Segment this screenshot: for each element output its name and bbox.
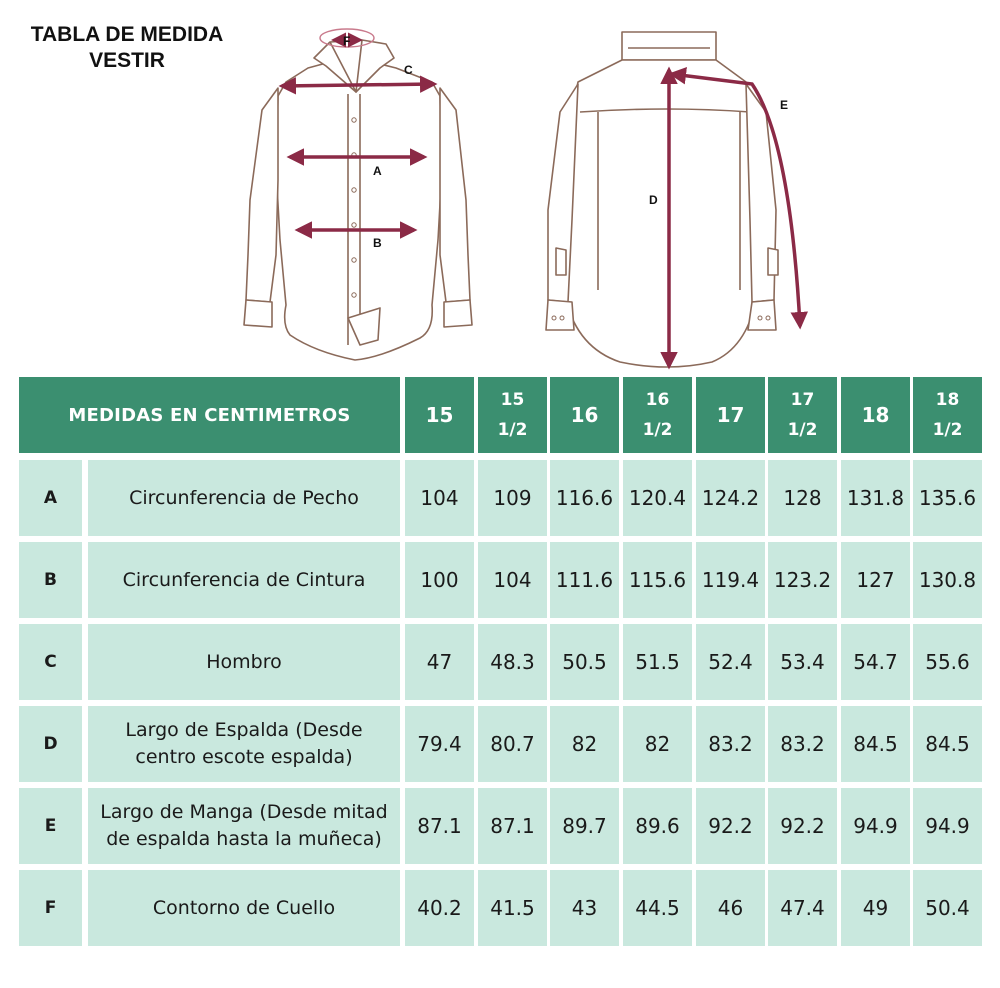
title-line-2: VESTIR [89, 49, 165, 72]
table-cell-value: 83.2 [696, 706, 765, 782]
table-cell-value: 92.2 [768, 788, 837, 864]
table-cell-value: 119.4 [696, 542, 765, 618]
row-code: C [19, 624, 82, 700]
label-b: B [373, 236, 382, 250]
size-header [913, 377, 982, 453]
size-header-line1: 18 [861, 403, 890, 427]
size-header [478, 377, 547, 453]
row-description: Contorno de Cuello [88, 870, 400, 946]
row-description: Circunferencia de Pecho [88, 460, 400, 536]
table-cell-value: 100 [405, 542, 474, 618]
table-cell-value: 87.1 [478, 788, 547, 864]
table-cell-value: 47.4 [768, 870, 837, 946]
table-cell-value: 40.2 [405, 870, 474, 946]
table-cell-value: 80.7 [478, 706, 547, 782]
table-cell-value: 123.2 [768, 542, 837, 618]
table-cell-value: 94.9 [913, 788, 982, 864]
shirt-illustration [0, 0, 1000, 372]
size-header-line1: 17 [790, 390, 815, 410]
table-cell-value: 50.4 [913, 870, 982, 946]
row-code: D [19, 706, 82, 782]
table-cell-value: 55.6 [913, 624, 982, 700]
size-header-line2: 1/2 [497, 420, 528, 440]
size-header-line1: 16 [645, 390, 670, 410]
size-header [841, 377, 910, 453]
table-cell-value: 54.7 [841, 624, 910, 700]
table-cell-value: 104 [405, 460, 474, 536]
label-d: D [649, 193, 658, 207]
table-cell-value: 44.5 [623, 870, 692, 946]
size-header [696, 377, 765, 453]
table-cell-value: 53.4 [768, 624, 837, 700]
table-cell-value: 89.7 [550, 788, 619, 864]
table-cell-value: 79.4 [405, 706, 474, 782]
table-cell-value: 83.2 [768, 706, 837, 782]
row-code: A [19, 460, 82, 536]
table-cell-value: 43 [550, 870, 619, 946]
table-cell-value: 89.6 [623, 788, 692, 864]
table-cell-value: 94.9 [841, 788, 910, 864]
table-cell-value: 82 [550, 706, 619, 782]
label-f: F [343, 34, 351, 48]
table-cell-value: 82 [623, 706, 692, 782]
row-description: Largo de Espalda (Desde centro escote espalda) [88, 706, 400, 782]
label-e: E [780, 98, 789, 112]
table-cell-value: 47 [405, 624, 474, 700]
size-header-line2: 1/2 [787, 420, 818, 440]
table-cell-value: 52.4 [696, 624, 765, 700]
size-header [623, 377, 692, 453]
table-cell-value: 131.8 [841, 460, 910, 536]
table-cell-value: 109 [478, 460, 547, 536]
table-cell-value: 48.3 [478, 624, 547, 700]
table-cell-value: 111.6 [550, 542, 619, 618]
size-header-line1: 15 [500, 390, 525, 410]
table-cell-value: 87.1 [405, 788, 474, 864]
table-cell-value: 115.6 [623, 542, 692, 618]
table-cell-value: 124.2 [696, 460, 765, 536]
table-cell-value: 84.5 [841, 706, 910, 782]
table-cell-value: 51.5 [623, 624, 692, 700]
row-description: Largo de Manga (Desde mitad de espalda hasta la muñeca) [88, 788, 400, 864]
size-header [768, 377, 837, 453]
table-cell-value: 128 [768, 460, 837, 536]
size-header-line2: 1/2 [932, 420, 963, 440]
table-cell-value: 116.6 [550, 460, 619, 536]
table-cell-value: 84.5 [913, 706, 982, 782]
size-header-line1: 15 [425, 403, 454, 427]
size-header-line2: 1/2 [642, 420, 673, 440]
table-cell-value: 46 [696, 870, 765, 946]
table-cell-value: 92.2 [696, 788, 765, 864]
label-a: A [373, 164, 382, 178]
table-cell-value: 49 [841, 870, 910, 946]
table-cell-value: 50.5 [550, 624, 619, 700]
row-description: Circunferencia de Cintura [88, 542, 400, 618]
table-header-label: MEDIDAS EN CENTIMETROS [19, 377, 400, 453]
size-header [405, 377, 474, 453]
front-shirt [244, 40, 472, 360]
row-code: E [19, 788, 82, 864]
table-cell-value: 135.6 [913, 460, 982, 536]
size-header-line1: 18 [935, 390, 960, 410]
table-cell-value: 104 [478, 542, 547, 618]
size-table [19, 377, 991, 949]
title-line-1: TABLA DE MEDIDA [30, 23, 224, 46]
row-description: Hombro [88, 624, 400, 700]
row-code: F [19, 870, 82, 946]
table-cell-value: 41.5 [478, 870, 547, 946]
table-cell-value: 120.4 [623, 460, 692, 536]
table-cell-value: 127 [841, 542, 910, 618]
size-header-line1: 17 [716, 403, 745, 427]
size-header-line1: 16 [570, 403, 599, 427]
row-code: B [19, 542, 82, 618]
label-c: C [404, 63, 413, 77]
size-header [550, 377, 619, 453]
table-cell-value: 130.8 [913, 542, 982, 618]
